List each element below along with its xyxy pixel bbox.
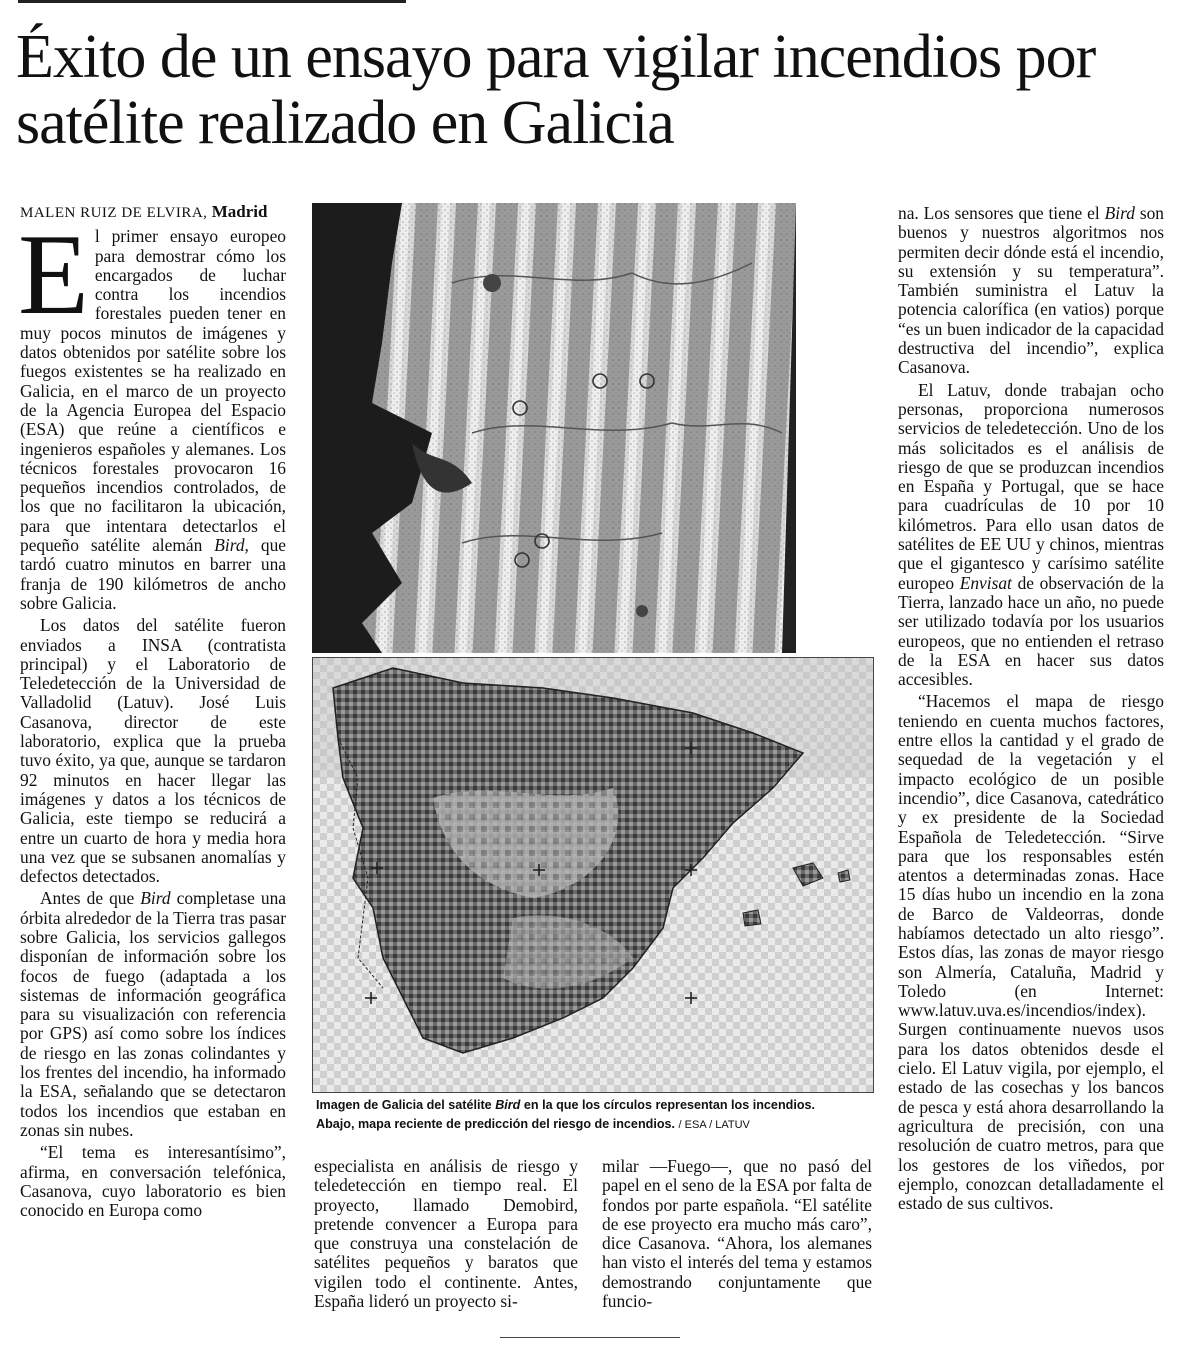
byline-author: MALEN RUIZ DE ELVIRA, — [20, 205, 208, 221]
satellite-name: Bird — [495, 1098, 521, 1112]
satellite-name: Bird — [140, 888, 171, 909]
fire-risk-map — [312, 657, 874, 1093]
caption-line-1 — [316, 1096, 876, 1115]
paragraph: especialista en análisis de riesgo y teledetección en tiempo real. El proyecto, llamado Demobird, pretende convencer a Europa para que construya una constelación de satélites pequeños y baratos que vigilen todo el continente. Antes, España lideró un proyecto si- — [314, 1156, 578, 1312]
caption-text: Imagen de Galicia del satélite — [316, 1098, 492, 1112]
photo-credit: / ESA / LATUV — [678, 1119, 750, 1131]
article-column-1 — [20, 202, 286, 1220]
paragraph-text: El Latuv, donde trabajan ocho personas, proporciona numerosos servicios de teledetección. Uno de los más solicitados es el análisis de riesgo de que se produzcan incendios en España y Portugal, que se hace para cuadrículas de 10 por 10 kilómetros. Para ello usan datos de satélites de EE UU y chinos, mientras que el gigantesco y carísimo satélite europeo — [898, 379, 1164, 593]
caption-text: en la que los círculos representan los incendios. — [523, 1098, 816, 1112]
paragraph-text: de observación de la Tierra, lanzado hace un año, no puede ser utilizado todavía por los usuarios europeos, que no entienden el retraso de la ESA en hacer sus datos accesibles. — [898, 572, 1164, 690]
paragraph-text: que tardó cuatro minutos en barrer una franja de 190 kilómetros de ancho sobre Galicia. — [20, 535, 286, 613]
paragraph — [898, 381, 1164, 690]
satellite-image — [312, 203, 796, 653]
drop-cap: E — [18, 211, 89, 340]
satellite-name: Bird — [1104, 203, 1135, 223]
byline — [20, 202, 286, 223]
paragraph-text: completase una órbita alrededor de la Tierra tras pasar sobre Galicia, los servicios gallegos disponían de información sobre los focos de fuego (adaptada a los sistemas de información geográfica para su visualización con referencia por GPS) así como sobre los índices de riesgo en las zonas colindantes y los frentes del incendio, ha informado la ESA, señalando que se detectaron todos los incendios que estaban en zonas sin nubes. — [20, 888, 286, 1140]
paragraph: “El tema es interesantísimo”, afirma, en conversación telefónica, Casanova, cuyo laboratorio es bien conocido en Europa como — [20, 1142, 286, 1221]
paragraph-text: Antes de que — [40, 888, 135, 909]
paragraph-text: son buenos y nuestros algoritmos nos permiten decir dónde está el incendio, su extensión y su temperatura”. También suministra el Latuv la potencia calorífica (en vatios) porque “es un buen indicador de la capacidad destructiva del incendio”, explica Casanova. — [898, 203, 1164, 378]
article-column-4 — [898, 204, 1164, 1213]
satellite-image-graphic — [312, 203, 796, 653]
paragraph-text: na. Los sensores que tiene el — [898, 203, 1100, 223]
paragraph: Los datos del satélite fueron enviados a INSA (contratista principal) y el Laboratorio de Teledetección de la Universidad de Valladolid (Latuv). José Luis Casanova, director de este laboratorio, explica que la prueba tuvo éxito, ya que, aunque se tardaron 92 minutos en hacer llegar las imágenes y datos a los técnicos de Galicia, este tiempo se reducirá a entre un cuarto de hora y media hora una vez que se subsanen anomalías y defectos detectados. — [20, 615, 286, 887]
paragraph — [898, 204, 1164, 378]
article-headline: Éxito de un ensayo para vigilar incendios por satélite realizado en Galicia — [16, 23, 1096, 157]
satellite-name: Envisat — [959, 572, 1012, 593]
paragraph-text: l primer ensayo europeo para demostrar cómo los encargados de luchar contra los incendios forestales pueden tener en muy pocos minutos de imágenes y datos obtenidos por satélite sobre los fuegos existentes se ha realizado en Galicia, en el marco de un proyecto de la Agencia Europea del Espacio (ESA) que reúne a científicos e ingenieros españoles y alemanes. Los técnicos forestales provocaron 16 pequeños incendios controlados, de los que no facilitaron la ubicación, para que intentara detectarlos el pequeño satélite alemán — [20, 226, 286, 556]
paragraph: “Hacemos el mapa de riesgo teniendo en cuenta muchos factores, entre ellos la cantidad y el grado de sequedad de la vegetación y el impacto ecológico de un posible incendio”, dice Casanova, catedrático y ex presidente de la Sociedad Española de Teledetección. “Sirve para que los responsables estén atentos a determinadas zonas. Hace 15 días hubo un incendio en la zona de Barco de Valdeorras, donde habíamos detectado un alto riesgo”. Estos días, las zonas de mayor riesgo son Almería, Cataluña, Madrid y Toledo (en Internet: www.latuv.uva.es/incendios/index). Surgen continuamente nuevos usos para los datos obtenidos desde el cielo. El Latuv vigila, por ejemplo, el estado de las cosechas y los bancos de pesca y está ahora desarrollando la agricultura de precisión, con una resolución de cuatro metros, para que los gestores de los viñedos, por ejemplo, conozcan detalladamente el estado de sus cultivos. — [898, 691, 1164, 1214]
image-caption — [316, 1096, 876, 1135]
satellite-name: Bird, — [214, 535, 249, 556]
caption-line-2 — [316, 1115, 876, 1135]
iberia-risk-map-graphic — [313, 658, 873, 1092]
caption-text: Abajo, mapa reciente de predicción del riesgo de incendios. — [316, 1117, 676, 1131]
bottom-rule — [500, 1337, 680, 1338]
paragraph: milar —Fuego—, que no pasó del papel en el seno de la ESA por falta de fondos por parte española. “El satélite de ese proyecto era mucho más caro”, dice Casanova. “Ahora, los alemanes han visto el interés del tema y estamos demostrando conjuntamente que funcio- — [602, 1156, 872, 1312]
top-rule — [18, 0, 406, 3]
byline-place: Madrid — [211, 202, 268, 221]
paragraph — [20, 889, 286, 1140]
article-column-2 — [314, 1157, 578, 1311]
article-column-3 — [602, 1157, 872, 1311]
